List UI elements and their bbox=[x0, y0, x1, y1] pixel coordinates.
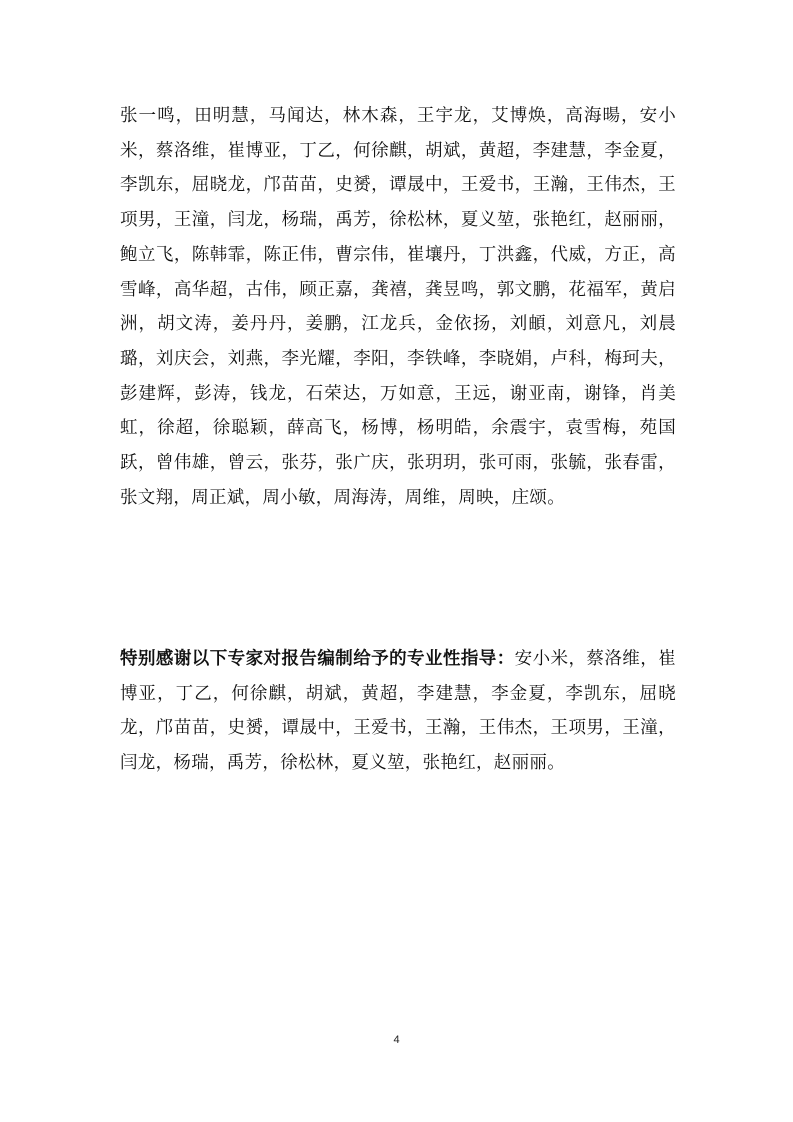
contributors-paragraph: 张一鸣，田明慧，马闻达，林木森，王宇龙，艾博焕，高海暘，安小米，蔡洛维，崔博亚，丁乙，何徐麒，胡斌，黄超，李建慧，李金夏，李凯东，屈晓龙，邝苗苗，史赟，谭晟中，王爱书，王瀚，王伟杰，王项男，王潼，闫龙，杨瑞，禹芳，徐松林，夏义堃，张艳红，赵丽丽，鲍立飞，陈韩霏，陈正伟，曹宗伟，崔壤丹，丁洪鑫，代威，方正，高雪峰，高华超，古伟，顾正嘉，龚禧，龚昱鸣，郭文鹏，花福军，黄启洲，胡文涛，姜丹丹，姜鹏，江龙兵，金依扬，刘頔，刘意凡，刘晨璐，刘庆会，刘燕，李光耀，李阳，李铁峰，李晓娟，卢科，梅珂夫，彭建辉，彭涛，钱龙，石荣达，万如意，王远，谢亚南，谢锋，肖美虹，徐超，徐聪颖，薛高飞，杨博，杨明皓，余震宇，袁雪梅，苑国跃，曾伟雄，曾云，张芬，张广庆，张玥玥，张可雨，张毓，张春雷，张文翔，周正斌，周小敏，周海涛，周维，周映，庄颂。 bbox=[120, 106, 676, 508]
page-number: 4 bbox=[393, 1034, 400, 1046]
expert-thanks-lead: 特别感谢以下专家对报告编制给予的专业性指导： bbox=[120, 649, 515, 669]
expert-names: 安小米，蔡洛维，崔博亚，丁乙，何徐麒，胡斌，黄超，李建慧，李金夏，李凯东，屈晓龙，邝苗苗，史赟，谭晟中，王爱书，王瀚，王伟杰，王项男，王潼，闫龙，杨瑞，禹芳，徐松林，夏义堃，张艳红，赵丽丽。 bbox=[120, 649, 676, 774]
expert-thanks-paragraph bbox=[120, 642, 676, 781]
